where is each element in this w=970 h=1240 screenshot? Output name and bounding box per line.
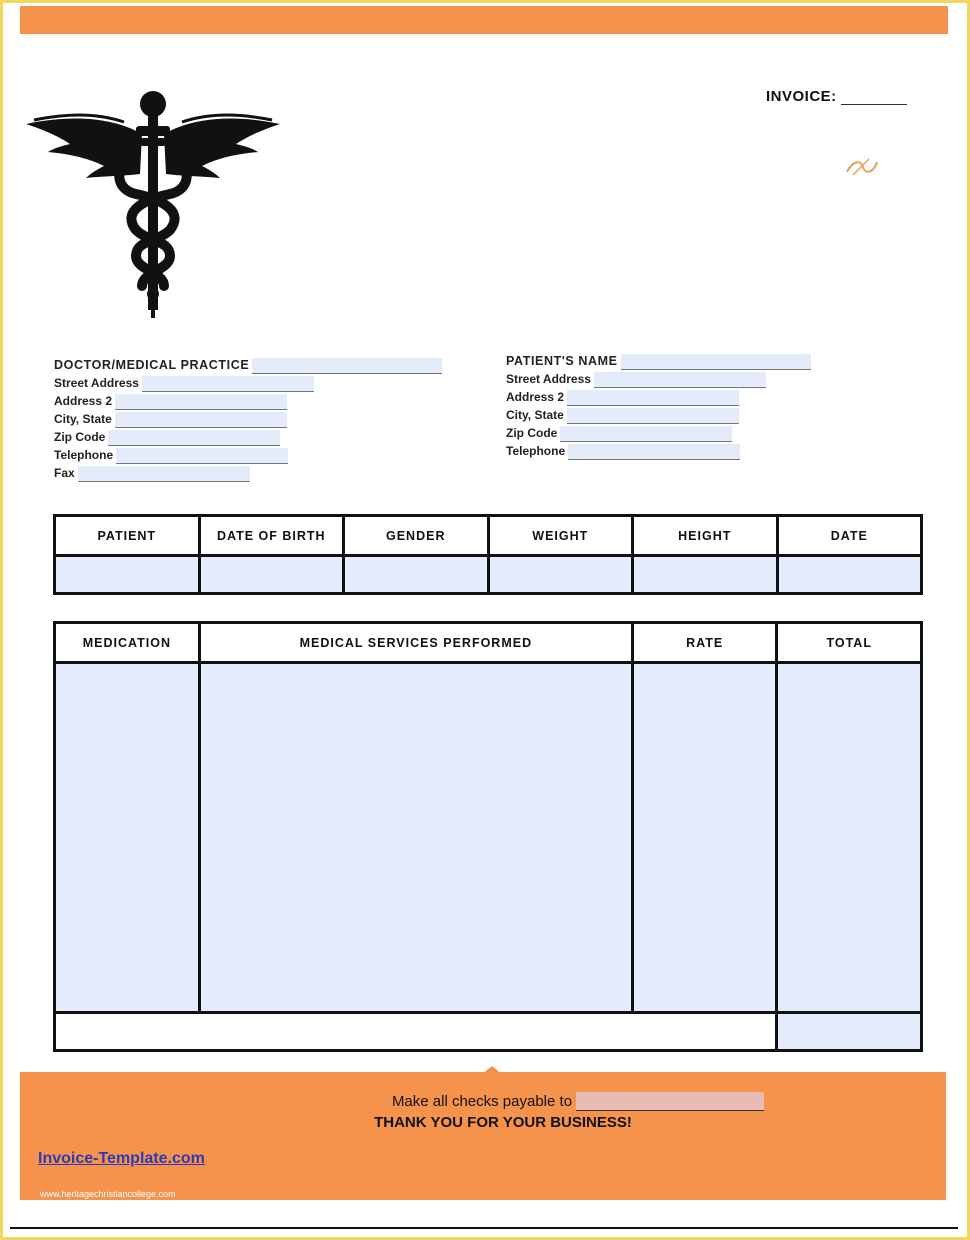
services-body-row (55, 663, 922, 1013)
header-total: TOTAL (777, 623, 922, 663)
weight-cell[interactable] (488, 556, 633, 594)
gender-cell[interactable] (343, 556, 488, 594)
invoice-number-label (766, 88, 907, 105)
doctor-address2-label: Address 2 (54, 394, 113, 408)
doctor-telephone-row (54, 446, 442, 464)
patient-telephone-label: Telephone (506, 444, 566, 458)
patient-info-header-row (55, 516, 922, 556)
doctor-practice-row (54, 356, 442, 374)
patient-telephone-field[interactable] (568, 444, 740, 460)
patient-address2-label: Address 2 (506, 390, 565, 404)
services-table (53, 621, 923, 1052)
header-weight: WEIGHT (488, 516, 633, 556)
date-cell[interactable] (777, 556, 921, 594)
doctor-practice-label: DOCTOR/MEDICAL PRACTICE (54, 358, 250, 372)
header-date-of-birth: DATE OF BIRTH (199, 516, 343, 556)
patient-city-label: City, State (506, 408, 564, 422)
invoice-template-link[interactable]: Invoice-Template.com (38, 1150, 205, 1167)
header-gender: GENDER (343, 516, 488, 556)
grand-total-cell[interactable] (777, 1013, 922, 1051)
doctor-street-field[interactable] (142, 376, 314, 392)
checks-payable-label: Make all checks payable to (391, 1093, 573, 1110)
bottom-rule (10, 1227, 958, 1229)
doctor-address2-row (54, 392, 442, 410)
header-date: DATE (777, 516, 921, 556)
patient-name-label: PATIENT'S NAME (506, 354, 618, 368)
patient-zip-row (506, 424, 811, 442)
doctor-telephone-label: Telephone (54, 448, 114, 462)
patient-address2-row (506, 388, 811, 406)
header-height: HEIGHT (633, 516, 778, 556)
total-cell[interactable] (777, 663, 922, 1013)
patient-zip-field[interactable] (560, 426, 732, 442)
services-header-row (55, 623, 922, 663)
doctor-zip-field[interactable] (108, 430, 280, 446)
doctor-fax-field[interactable] (78, 466, 250, 482)
patient-cell[interactable] (55, 556, 200, 594)
header-medical-services: MEDICAL SERVICES PERFORMED (199, 623, 632, 663)
patient-name-row (506, 352, 811, 370)
header-medication: MEDICATION (55, 623, 200, 663)
patient-info-input-row (55, 556, 922, 594)
patient-street-label: Street Address (506, 372, 591, 386)
caduceus-icon (24, 90, 282, 318)
header-rate: RATE (632, 623, 776, 663)
thank-you-message: THANK YOU FOR YOUR BUSINESS! (374, 1114, 632, 1131)
grand-total-spacer (55, 1013, 777, 1051)
doctor-practice-field[interactable] (252, 358, 442, 374)
doctor-street-row (54, 374, 442, 392)
doctor-city-row (54, 410, 442, 428)
doctor-street-label: Street Address (54, 376, 139, 390)
dollar-swash-icon (843, 156, 879, 178)
header-patient: PATIENT (55, 516, 200, 556)
invoice-number-field[interactable] (841, 91, 907, 105)
header-bar (20, 6, 948, 34)
doctor-fax-label: Fax (54, 466, 75, 480)
date-of-birth-cell[interactable] (199, 556, 343, 594)
patient-street-row (506, 370, 811, 388)
patient-telephone-row (506, 442, 811, 460)
doctor-telephone-field[interactable] (116, 448, 288, 464)
patient-info (506, 352, 811, 460)
doctor-zip-label: Zip Code (54, 430, 106, 444)
footer-band (20, 1072, 946, 1200)
patient-city-row (506, 406, 811, 424)
patient-street-field[interactable] (594, 372, 766, 388)
checks-payable-field[interactable] (576, 1092, 764, 1111)
patient-info-table (53, 514, 923, 595)
height-cell[interactable] (633, 556, 778, 594)
patient-city-field[interactable] (567, 408, 739, 424)
watermark-text: www.heritagechristiancollege.com (40, 1189, 176, 1199)
services-total-row (55, 1013, 922, 1051)
doctor-city-field[interactable] (115, 412, 287, 428)
patient-zip-label: Zip Code (506, 426, 558, 440)
doctor-city-label: City, State (54, 412, 112, 426)
doctor-zip-row (54, 428, 442, 446)
doctor-info (54, 356, 442, 482)
patient-name-field[interactable] (621, 354, 811, 370)
medical-services-cell[interactable] (199, 663, 632, 1013)
medication-cell[interactable] (55, 663, 200, 1013)
doctor-fax-row (54, 464, 442, 482)
patient-address2-field[interactable] (567, 390, 739, 406)
rate-cell[interactable] (632, 663, 776, 1013)
invoice-label-text: INVOICE: (766, 88, 837, 105)
checks-payable-row (20, 1092, 946, 1111)
doctor-address2-field[interactable] (115, 394, 287, 410)
